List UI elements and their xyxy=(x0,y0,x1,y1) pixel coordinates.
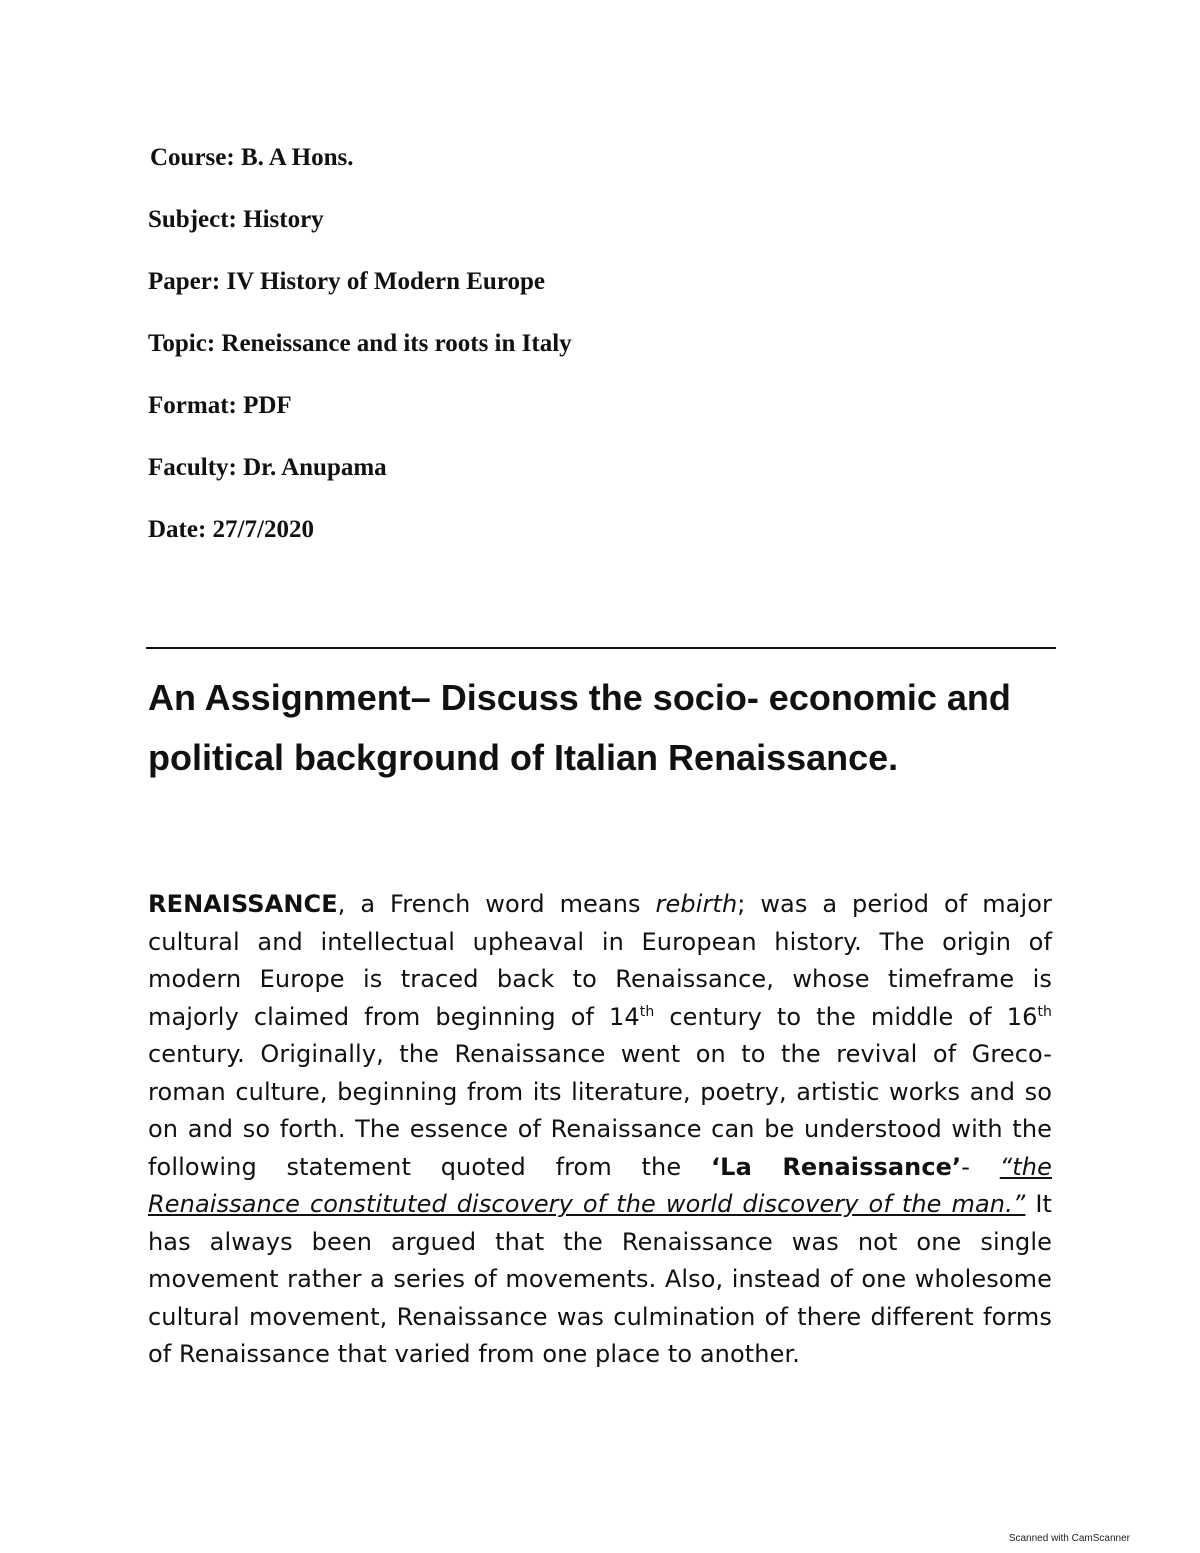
course-line: Course: B. A Hons. xyxy=(150,144,354,171)
topic-line: Topic: Reneissance and its roots in Italy xyxy=(148,330,572,357)
superscript-th-14: th xyxy=(639,1003,655,1020)
scanner-watermark: Scanned with CamScanner xyxy=(1008,1533,1130,1544)
term-rebirth: rebirth xyxy=(655,890,738,918)
format-line: Format: PDF xyxy=(148,392,292,419)
body-text-5: - xyxy=(961,1152,1000,1181)
superscript-th-16: th xyxy=(1037,1003,1053,1020)
date-line: Date: 27/7/2020 xyxy=(148,516,314,543)
horizontal-divider xyxy=(146,647,1056,649)
source-title: ‘La Renaissance’ xyxy=(710,1152,962,1181)
subject-line: Subject: History xyxy=(148,206,324,233)
body-paragraph xyxy=(148,886,1052,1374)
faculty-line: Faculty: Dr. Anupama xyxy=(148,454,387,481)
underlined-quote: “the Renaissance constituted discovery of the world discovery of the man.” xyxy=(148,1152,1052,1218)
body-text-2: ; was a period of major cultural and intellectual upheaval in European history. The origin of modern Europe is traced back to Renaissance, whose timeframe is majorly claimed from beginning of 14 xyxy=(148,890,1052,1031)
paper-line: Paper: IV History of Modern Europe xyxy=(148,268,545,295)
body-text-1: , a French word means xyxy=(337,890,656,918)
assignment-title: An Assignment– Discuss the socio- economic and political background of Italian Renaissance. xyxy=(148,677,1011,778)
body-text-3: century to the middle of 16 xyxy=(654,1002,1038,1031)
body-text-4: century. Originally, the Renaissance went on to the revival of Greco-roman culture, beginning from its literature, poetry, artistic works and so on and so forth. The essence of Renaissance can be understood with the following statement quoted from the xyxy=(148,1040,1052,1181)
term-renaissance: RENAISSANCE xyxy=(148,890,338,918)
body-text-6: It has always been argued that the Renaissance was not one single movement rather a series of movements. Also, instead of one wholesome cultural movement, Renaissance was culmination of there different forms of Renaissance that varied from one place to another. xyxy=(148,1190,1053,1368)
